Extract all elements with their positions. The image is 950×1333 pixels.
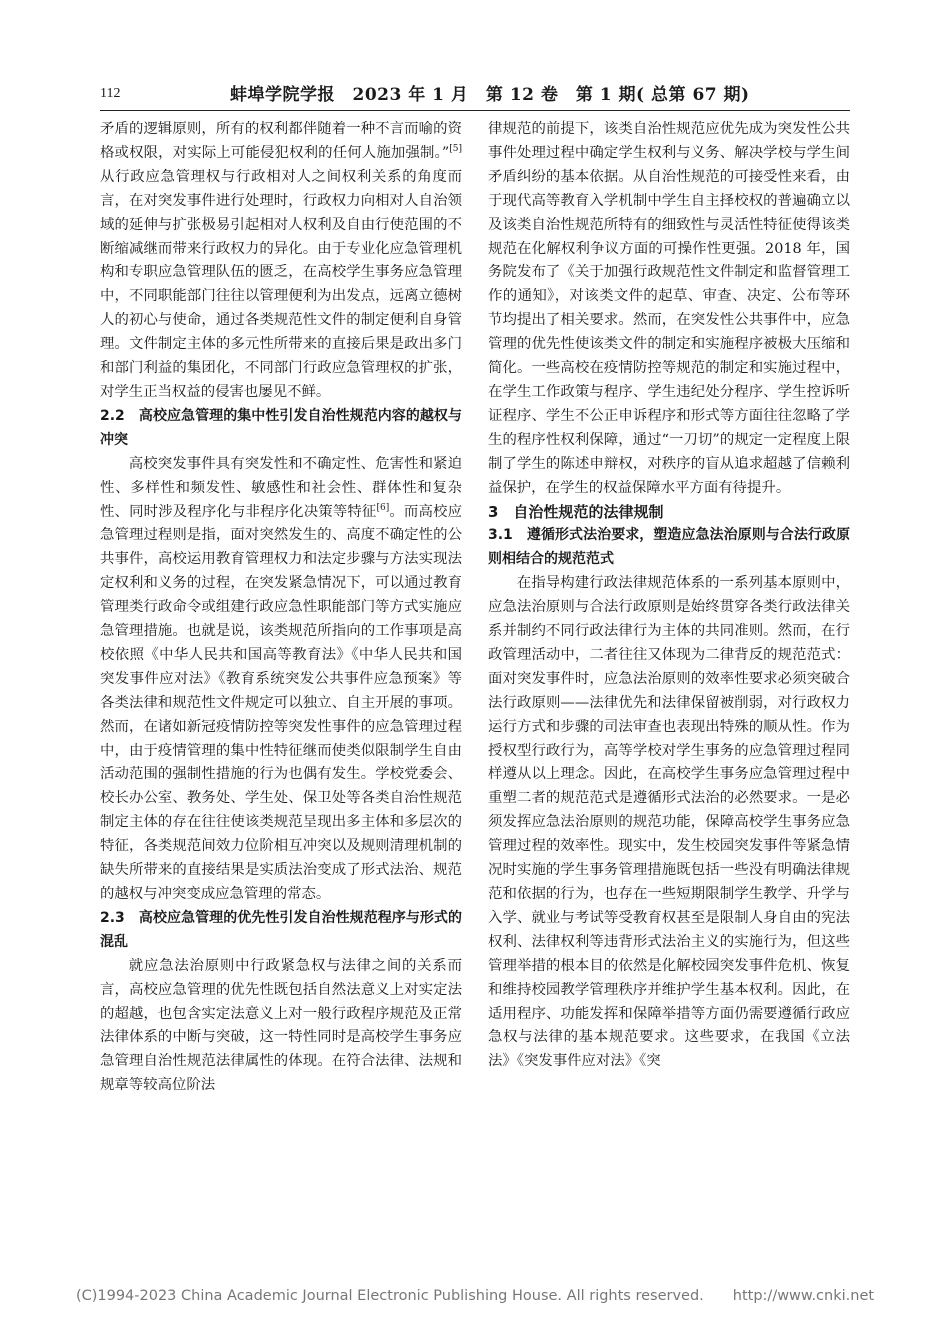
page-number: 112: [100, 86, 121, 101]
citation-ref: [5]: [449, 144, 462, 155]
paragraph-text: 从行政应急管理权与行政相对人之间权利关系的角度而言，在对突发事件进行处理时，行政权力向相对人自治领域的延伸与扩张极易引起相对人权利及自由行使范围的不断缩减继而带来行政权力的异化。由于专业化应急管理机构和专职应急管理队伍的匮乏，在高校学生事务应急管理中，不同职能部门往往以管理便利为出发点，远离立德树人的初心与使命，通过各类规范性文件的制定便利自身管理。文件制定主体的多元性所带来的直接后果是政出多门和部门利益的集团化，不同部门行政应急管理权的扩张，对学生正当权益的侵害也屡见不鲜。: [100, 168, 462, 400]
paragraph: 就应急法治原则中行政紧急权与法律之间的关系而言，高校应急管理的优先性既包括自然法意义上对实定法的超越，也包含实定法意义上对一般行政程序规范及正常法律体系的中断与突破，这一特性同时是高校学生事务应急管理自治性规范法律属性的体现。在符合法律、法规和规章等较高位阶法: [100, 957, 462, 1094]
section-heading-2-2: 2.2 高校应急管理的集中性引发自治性规范内容的越权与冲突: [100, 407, 462, 448]
paragraph: 在指导构建行政法律规范体系的一系列基本原则中，应急法治原则与合法行政原则是始终贯穿各类行政法律关系并制约不同行政法律行为主体的共同准则。然而，在行政管理活动中，二者往往又体现为二律背反的规范范式：面对突发事件时，应急法治原则的效率性要求必须突破合法行政原则——法律优先和法律保留被削弱，对行政权力运行方式和步骤的司法审查也表现出特殊的顺从性。作为授权型行政行为，高等学校对学生事务的应急管理过程同样遵从以上理念。因此，在高校学生事务应急管理过程中重塑二者的规范范式是遵循形式法治的必然要求。一是必须发挥应急法治原则的规范功能，保障高校学生事务应急管理过程的效率性。现实中，发生校园突发事件等紧急情况时实施的学生事务管理措施既包括一些没有明确法律规范和依据的行为，也存在一些短期限制学生教学、升学与入学、就业与考试等受教育权甚至是限制人身自由的宪法权利、法律权利等违背形式法治主义的实施行为，但这些管理举措的根本目的依然是化解校园突发事件危机、恢复和维持校园教学管理秩序并维护学生基本权利。因此，在适用程序、功能发挥和保障举措等方面仍需要遵循行政应急权与法律的基本规范要求。这些要求，在我国《立法法》《突发事件应对法》《突: [488, 575, 850, 1070]
section-heading-2-3: 2.3 高校应急管理的优先性引发自治性规范程序与形式的混乱: [100, 909, 462, 950]
paragraph-continuation: [100, 118, 462, 405]
paragraph-text: 高校突发事件具有突发性和不确定性、危害性和紧迫性、多样性和频发性、敏感性和社会性、群体性和复杂性、同时涉及程序化与非程序化决策等特征: [100, 455, 462, 520]
paragraph-text: 。而高校应急管理过程则是指，面对突然发生的、高度不确定性的公共事件，高校运用教育管理权力和法定步骤与方法实现法定权利和义务的过程，在突发紧急情况下，可以通过教育管理类行政命令或组建行政应急性职能部门等方式实施应急管理措施。也就是说，该类规范所指向的工作事项是高校依照《中华人民共和国高等教育法》《中华人民共和国突发事件应对法》《教育系统突发公共事件应急预案》等各类法律和规范性文件规定可以独立、自主开展的事项。然而，在诸如新冠疫情防控等突发性事件的应急管理过程中，由于疫情管理的集中性特征继而使类似限制学生自由活动范围的强制性措施的行为也偶有发生。学校党委会、校长办公室、教务处、学生处、保卫处等各类自治性规范制定主体的存在往往使该类规范呈现出多主体和多层次的特征，各类规范间效力位阶相互冲突以及规则清理机制的缺失所带来的直接结果是实质法治变成了形式法治、规范的越权与冲突变成应急管理的常态。: [100, 503, 462, 902]
right-column: [488, 118, 850, 1268]
section-heading-3-1: 3.1 遵循形式法治要求，塑造应急法治原则与合法行政原则相结合的规范范式: [488, 527, 850, 568]
left-column: [100, 118, 462, 1268]
journal-header: 蚌埠学院学报 2023 年 1 月 第 12 卷 第 1 期( 总第 67 期): [230, 85, 750, 105]
paragraph-continuation: 律规范的前提下，该类自治性规范应优先成为突发性公共事件处理过程中确定学生权利与义务、解决学校与学生间矛盾纠纷的基本依据。从自治性规范的可接受性来看，由于现代高等教育入学机制中学生自主择校权的普遍确立以及该类自治性规范所特有的细致性与灵活性特征使得该类规范在化解权利争议方面的可操作性更强。2018 年，国务院发布了《关于加强行政规范性文件制定和监督管理工作的通知》，对该类文件的起草、审查、决定、公布等环节均提出了相关要求。然而，在突发性公共事件中，应急管理的优先性使该类文件的制定和实施程序被极大压缩和简化。一些高校在疫情防控等规范的制定和实施过程中，在学生工作政策与程序、学生违纪处分程序、学生控诉听证程序、学生不公正申诉程序和形式等方面往往忽略了学生的程序性权利保障，通过“一刀切”的规定一定程度上限制了学生的陈述申辩权，对秩序的盲从追求超越了信赖利益保护，在学生的权益保障水平方面有待提升。: [488, 121, 850, 496]
paragraph-text: 矛盾的逻辑原则，所有的权利都伴随着一种不言而喻的资格或权限，对实际上可能侵犯权利的任何人施加强制。”: [100, 121, 462, 161]
copyright-footer: (C)1994-2023 China Academic Journal Electronic Publishing House. All rights reserved. http://www.cnki.net: [75, 1288, 875, 1304]
citation-ref: [6]: [376, 502, 390, 513]
header-divider: [100, 110, 850, 111]
section-heading-3: 3 自治性规范的法律规制: [488, 502, 664, 521]
paragraph: [100, 453, 462, 907]
